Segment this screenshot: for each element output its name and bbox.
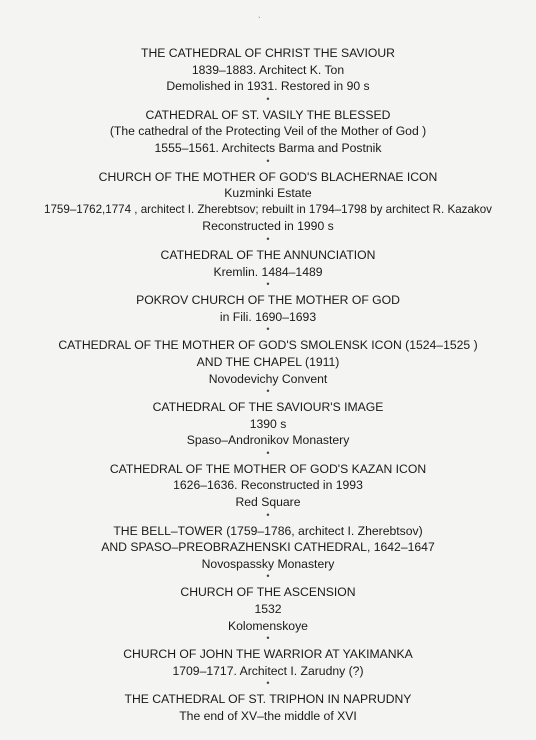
entry-title: CATHEDRAL OF THE MOTHER OF GOD'S KAZAN ICON [109,461,427,476]
entry-line: AND SPASO–PREOBRAZHENSKI CATHEDRAL, 1642–1647 [101,540,435,555]
entry-line: Red Square [235,495,301,510]
entry-line: in Fili. 1690–1693 [219,309,317,324]
entry-title: CHURCH OF THE MOTHER OF GOD'S BLACHERNAE ICON [98,169,438,184]
entry-annunciation [0,247,536,288]
entry-title: CATHEDRAL OF ST. VASILY THE BLESSED [145,107,391,122]
entry-smolensk-icon [0,337,536,395]
separator-dot: • [266,678,270,689]
entry-blachernae-icon [0,169,536,243]
separator-dot: • [266,279,270,290]
entry-christ-the-saviour [0,45,536,103]
entry-saviours-image [0,399,536,457]
entry-kazan-icon [0,461,536,519]
entry-line: The end of XV–the middle of XVI [179,709,357,723]
entry-title: CATHEDRAL OF THE ANNUNCIATION [160,247,376,262]
paper-speck: ˎ [258,8,261,18]
entry-st-triphon [0,691,536,724]
entry-title: CHURCH OF JOHN THE WARRIOR AT YAKIMANKA [123,647,413,662]
entry-line: Kolomenskoye [228,618,308,633]
separator-dot: • [266,571,270,582]
entry-line: AND THE CHAPEL (1911) [196,354,340,369]
entry-title: THE CATHEDRAL OF ST. TRIPHON IN NAPRUDNY [124,692,412,707]
entry-line: 1532 [254,602,282,617]
entry-title: THE CATHEDRAL OF CHRIST THE SAVIOUR [141,46,395,60]
entry-line: Spaso–Andronikov Monastery [186,433,350,448]
entry-title: POKROV CHURCH OF THE MOTHER OF GOD [136,293,400,308]
entry-line: Reconstructed in 1990 s [202,219,334,234]
separator-dot: • [266,633,270,644]
entry-john-the-warrior [0,646,536,687]
separator-dot: • [266,509,270,520]
separator-dot: • [266,324,270,335]
entry-line: Novodevichy Convent [208,371,328,386]
entry-line: (The cathedral of the Protecting Veil of the Mother of God ) [109,124,427,139]
separator-dot: • [266,386,270,397]
entry-line: Kuzminki Estate [224,186,312,201]
entry-title: CATHEDRAL OF THE SAVIOUR'S IMAGE [152,400,384,415]
separator-dot: • [266,233,270,244]
entry-line: Novospassky Monastery [201,556,335,571]
separator-dot: • [266,447,270,458]
entry-line: 1759–1762,1774 , architect I. Zherebtsov; rebuilt in 1794–1798 by architect R. Kazakov [44,202,492,216]
entry-line: 1626–1636. Reconstructed in 1993 [173,478,363,493]
entry-line: 1390 s [249,416,287,431]
entry-line: 1555–1561. Architects Barma and Postnik [154,140,382,155]
entry-title: CATHEDRAL OF THE MOTHER OF GOD'S SMOLENSK ICON (1524–1525 ) [58,338,478,353]
entry-line: 1709–1717. Architect I. Zarudny (?) [172,663,364,678]
separator-dot: • [266,155,270,166]
entry-ascension [0,584,536,642]
entry-bell-tower [0,523,536,581]
entry-title: CHURCH OF THE ASCENSION [180,585,356,600]
entry-line: Kremlin. 1484–1489 [213,264,323,279]
entry-st-vasily [0,107,536,165]
entry-line: Demolished in 1931. Restored in 90 s [166,79,370,94]
entry-line: 1839–1883. Architect K. Ton [191,62,345,77]
entry-pokrov-fili [0,292,536,333]
entry-title: THE BELL–TOWER (1759–1786, architect I. Zherebtsov) [113,523,423,538]
separator-dot: • [266,93,270,104]
